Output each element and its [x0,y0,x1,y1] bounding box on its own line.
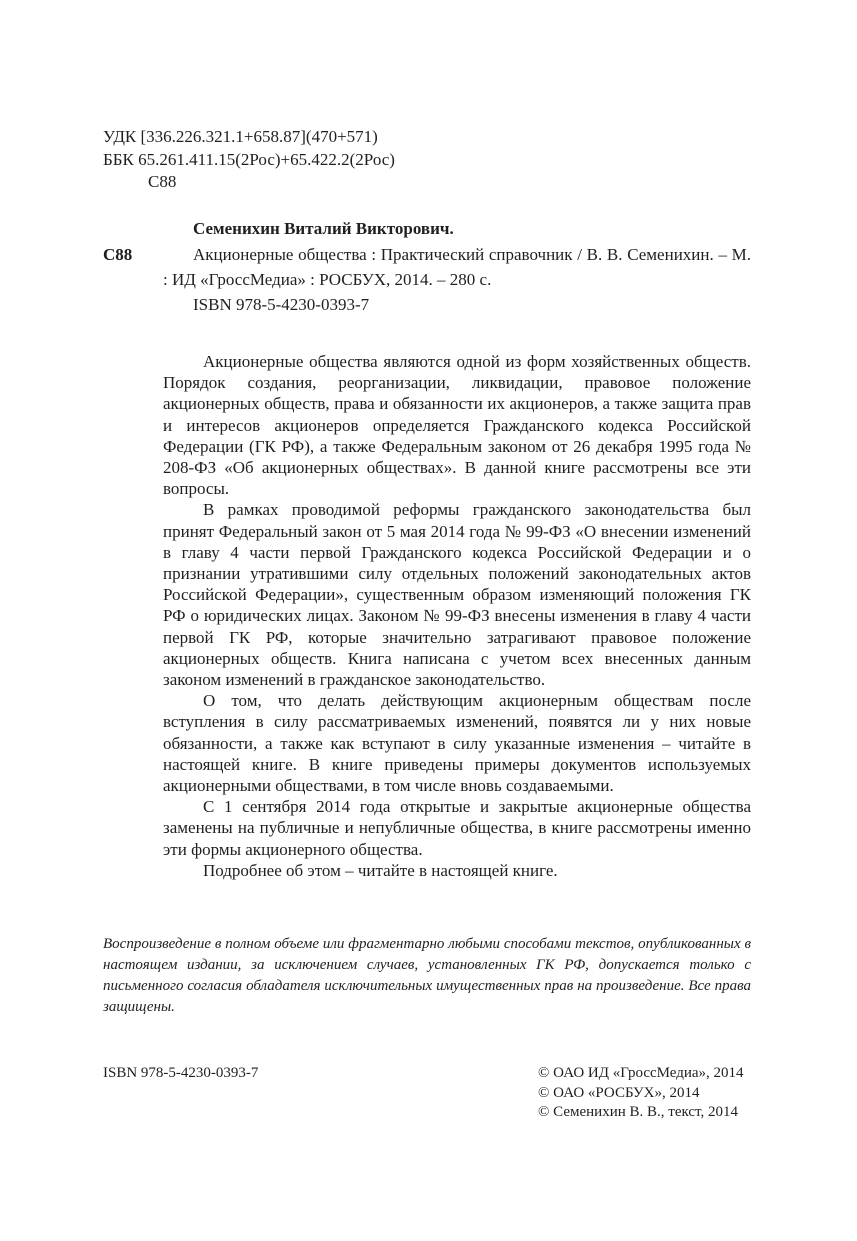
annotation-paragraph: С 1 сентября 2014 года открытые и закрытые акционерные общества заменены на публичные и непубличные общества, в книге рассмотрены именно эти формы акционерного общества. [163,797,751,859]
catalog-author: Семенихин Виталий Викторович. [193,219,454,238]
catalog-card [163,242,751,317]
annotation-paragraph: О том, что делать действующим акционерным обществам после вступления в силу рассматриваемых изменений, появятся ли у них новые обязанности, а также как вступают в силу указанные изменения – читайте в настоящей книге. В книге приведены примеры документов используемых акционерными обществами, в том числе вновь создаваемыми. [163,691,751,796]
copyright-line: © ОАО «РОСБУХ», 2014 [538,1084,700,1101]
annotation-paragraph: Акционерные общества являются одной из форм хозяйственных обществ. Порядок создания, реорганизации, ликвидации, правовое положение акционерных обществ, права и обязанности их акционеров, а также защита прав и интересов акционеров определяется Гражданского кодекса Российской Федерации (ГК РФ), а также Федеральным законом от 26 декабря 1995 года № 208-ФЗ «Об акционерных обществах». В данной книге рассмотрены все эти вопросы. [163,352,751,499]
annotation-paragraph: В рамках проводимой реформы гражданского законодательства был принят Федеральный закон от 5 мая 2014 года № 99-ФЗ «О внесении изменений в главу 4 части первой Гражданского кодекса Российской Федерации и о признании утратившими силу отдельных положений законодательных актов Российской Федерации», существенным образом изменяющий положения ГК РФ о юридических лицах. Законом № 99-ФЗ внесены изменения в главу 4 части первой ГК РФ, которые значительно затрагивают правовое положение акционерных обществ. Книга написана с учетом всех внесенных данным законом изменений в гражданское законодательство. [163,500,751,690]
catalog-code: С88 [103,245,133,264]
rights-notice: Воспроизведение в полном объеме или фрагментарно любыми способами текстов, опубликованных в настоящем издании, за исключением случаев, установленных ГК РФ, допускается только с письменного согласия обладателя исключительных имущественных прав на произведение. Все права защищены. [103,936,751,1015]
bbk-code: ББК 65.261.411.15(2Рос)+65.422.2(2Рос) [103,149,395,169]
author-mark: С88 [148,172,177,191]
copyright-list [538,1064,744,1123]
copyright-line: © Семенихин В. В., текст, 2014 [538,1104,738,1120]
catalog-isbn: ISBN 978-5-4230-0393-7 [193,295,370,314]
footer-isbn: ISBN 978-5-4230-0393-7 [103,1065,259,1081]
annotation [163,351,751,881]
catalog-description: Акционерные общества : Практический справочник / В. В. Семенихин. – М. : ИД «ГроссМедиа» : РОСБУХ, 2014. – 280 с. [163,245,751,289]
udk-code: УДК [336.226.321.1+658.87](470+571) [103,127,378,146]
copyright-line: © ОАО ИД «ГроссМедиа», 2014 [538,1065,744,1081]
annotation-paragraph: Подробнее об этом – читайте в настоящей книге. [203,860,558,880]
classification-block [103,126,395,194]
